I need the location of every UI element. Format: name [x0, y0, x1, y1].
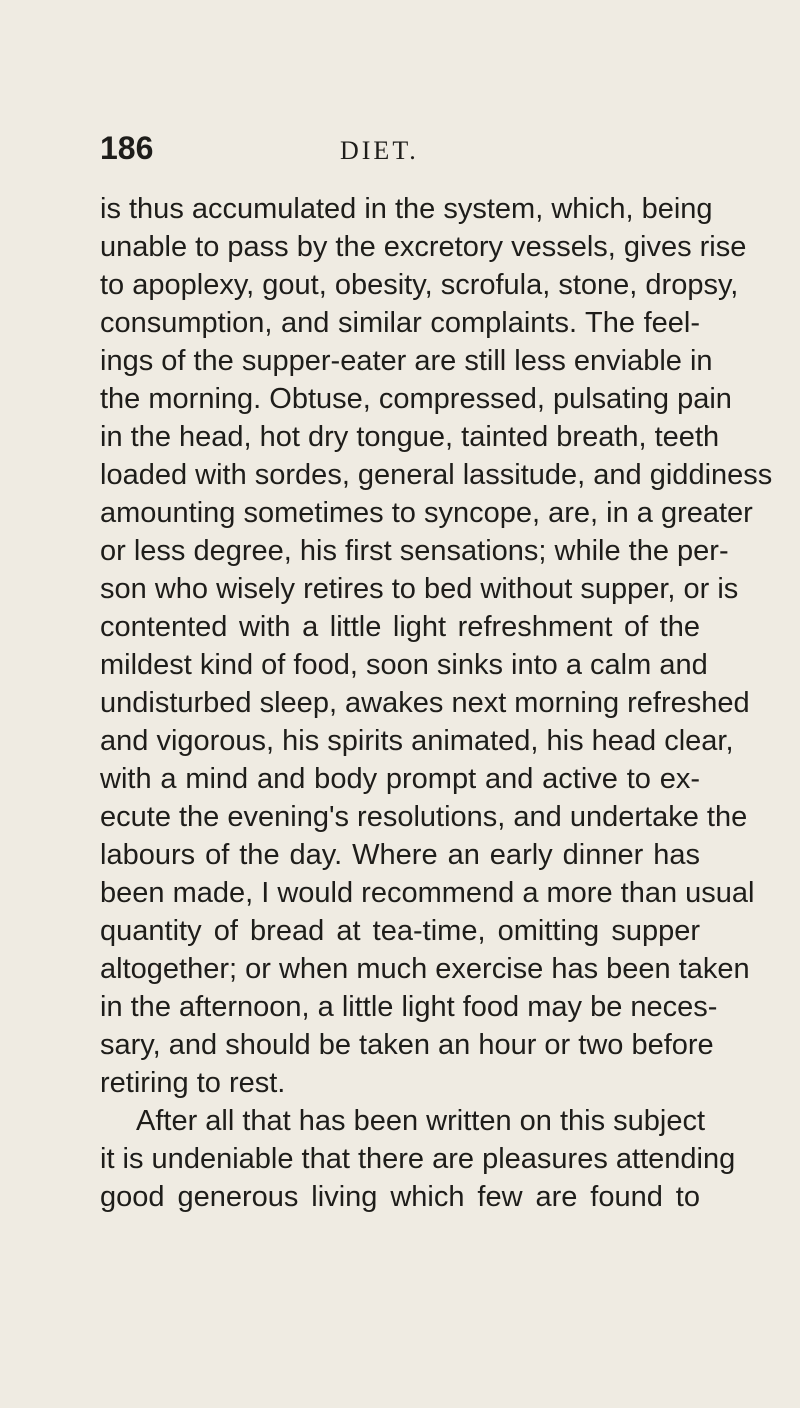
text-line: good generous living which few are found to [100, 1181, 700, 1213]
text-line: quantity of bread at tea-time, omitting supper [100, 915, 700, 947]
text-line: altogether; or when much exercise has been taken [100, 953, 750, 985]
text-line: labours of the day. Where an early dinner has [100, 839, 700, 871]
text-line: to apoplexy, gout, obesity, scrofula, stone, dropsy, [100, 269, 739, 301]
text-line: unable to pass by the excretory vessels, gives rise [100, 231, 747, 263]
text-line: ings of the supper-eater are still less enviable in [100, 345, 713, 377]
paragraph-end-line: retiring to rest. [100, 1067, 286, 1099]
text-line: been made, I would recommend a more than usual [100, 877, 755, 909]
text-line: is thus accumulated in the system, which, being [100, 193, 713, 225]
text-line: in the head, hot dry tongue, tainted breath, teeth [100, 421, 720, 453]
text-line: it is undeniable that there are pleasures attending [100, 1143, 736, 1175]
text-line: sary, and should be taken an hour or two before [100, 1029, 714, 1061]
text-line: or less degree, his first sensations; while the per- [100, 535, 729, 567]
page-header [100, 126, 700, 170]
text-line: and vigorous, his spirits animated, his head clear, [100, 725, 734, 757]
text-line: son who wisely retires to bed without supper, or is [100, 573, 739, 605]
page-number: 186 [100, 130, 154, 166]
text-line: ecute the evening's resolutions, and undertake the [100, 801, 748, 833]
text-line: loaded with sordes, general lassitude, and giddiness [100, 459, 773, 491]
text-line: the morning. Obtuse, compressed, pulsating pain [100, 383, 732, 415]
text-line: amounting sometimes to syncope, are, in a greater [100, 497, 753, 529]
text-line: consumption, and similar complaints. The feel- [100, 307, 700, 339]
text-line: mildest kind of food, soon sinks into a calm and [100, 649, 708, 681]
text-line: with a mind and body prompt and active to ex- [100, 763, 700, 795]
text-line: undisturbed sleep, awakes next morning refreshed [100, 687, 750, 719]
text-line: in the afternoon, a little light food may be neces- [100, 991, 718, 1023]
body-text [100, 190, 773, 1216]
paragraph-start-line: After all that has been written on this subject [136, 1105, 706, 1137]
running-title: DIET. [340, 136, 419, 165]
text-line: contented with a little light refreshment of the [100, 611, 700, 643]
